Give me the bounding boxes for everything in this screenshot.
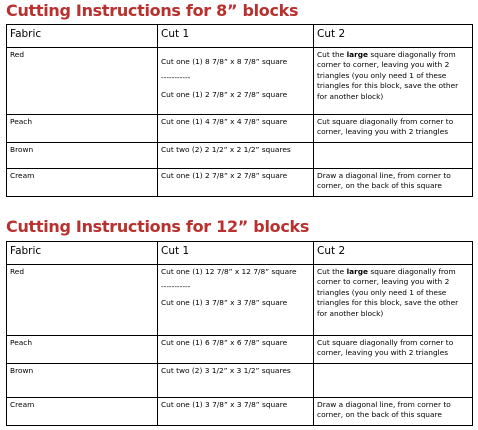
fabric-cell: Peach [7,115,158,143]
table-header-row [7,242,473,265]
table-row-red [7,265,473,336]
header-fabric: Fabric [7,242,158,265]
cut1-cell: Cut one (1) 6 7/8” x 6 7/8” square [158,336,314,364]
cut1-cell: Cut one (1) 3 7/8” x 3 7/8” square [158,398,314,426]
cut2-cell [314,143,473,169]
table-row-brown [7,143,473,169]
cutting-table-12in [6,241,473,426]
cut1-line-b: Cut one (1) 2 7/8” x 2 7/8” square [161,89,288,99]
cut2-cell: Cut square diagonally from corner to corner, leaving you with 2 triangles [314,336,473,364]
cut1-cell: Cut one (1) 4 7/8” x 4 7/8” square [158,115,314,143]
cut1-separator: ----------- [161,73,191,83]
fabric-cell: Peach [7,336,158,364]
cut2-cell [314,265,473,336]
cut2-text-pre: Cut the [317,267,347,276]
section-title-8in: Cutting Instructions for 8” blocks [6,1,299,20]
fabric-cell: Red [7,48,158,115]
cut2-text-pre: Cut the [317,50,347,59]
cut2-cell: Cut square diagonally from corner to corner, leaving you with 2 triangles [314,115,473,143]
cut2-text-bold: large [346,50,369,59]
cut1-line-a: Cut one (1) 8 7/8” x 8 7/8” square [161,57,288,66]
header-cut1: Cut 1 [158,242,314,265]
fabric-cell: Brown [7,143,158,169]
cut1-cell [158,48,314,115]
cut1-cell: Cut one (1) 2 7/8” x 2 7/8” square [158,169,314,197]
cut2-text-post: square diagonally from corner to corner, leaving you with 2 triangles (you only need 1 of these triangles for this block, save the other for another block) [317,50,459,101]
fabric-cell: Red [7,265,158,336]
cut1-cell: Cut two (2) 3 1/2” x 3 1/2” squares [158,364,314,398]
table-row-peach [7,336,473,364]
cut2-text-bold: large [346,267,369,276]
cut2-cell [314,364,473,398]
table-row-cream [7,169,473,197]
cut2-cell: Draw a diagonal line, from corner to corner, on the back of this square [314,169,473,197]
table-row-red [7,48,473,115]
header-cut2: Cut 2 [314,25,473,48]
header-fabric: Fabric [7,25,158,48]
fabric-cell: Brown [7,364,158,398]
cut2-cell [314,48,473,115]
cut2-text-post: square diagonally from corner to corner, leaving you with 2 triangles (you only need 1 of these triangles for this block, save the other for another block) [317,267,459,318]
table-header-row [7,25,473,48]
fabric-cell: Cream [7,169,158,197]
table-row-peach [7,115,473,143]
cut1-separator: ----------- [161,282,191,292]
header-cut2: Cut 2 [314,242,473,265]
cutting-table-8in [6,24,473,197]
table-row-brown [7,364,473,398]
cut1-line-a: Cut one (1) 12 7/8” x 12 7/8” square [161,267,297,276]
cut1-cell: Cut two (2) 2 1/2” x 2 1/2” squares [158,143,314,169]
cut1-cell [158,265,314,336]
fabric-cell: Cream [7,398,158,426]
cut2-cell: Draw a diagonal line, from corner to corner, on the back of this square [314,398,473,426]
section-title-12in: Cutting Instructions for 12” blocks [6,217,310,236]
table-row-cream [7,398,473,426]
cut1-line-b: Cut one (1) 3 7/8” x 3 7/8” square [161,297,288,307]
header-cut1: Cut 1 [158,25,314,48]
